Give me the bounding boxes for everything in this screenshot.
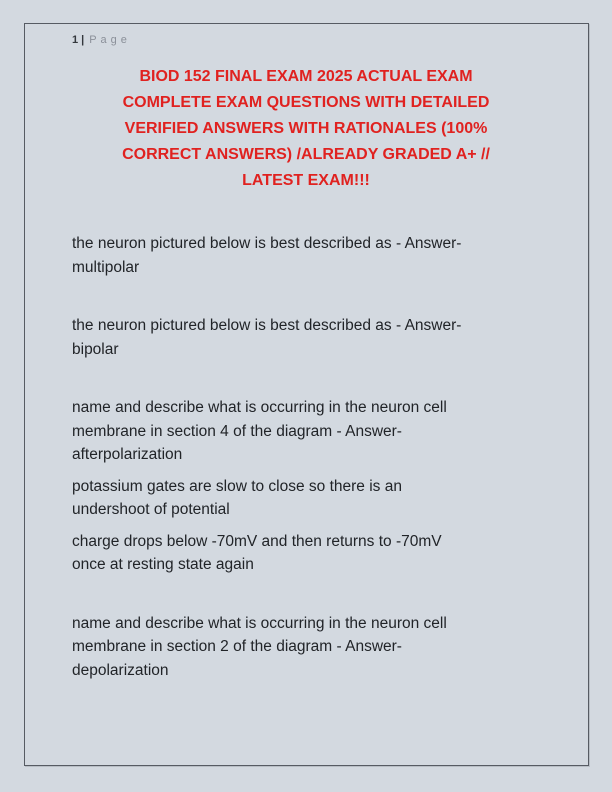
exam-title-line: VERIFIED ANSWERS WITH RATIONALES (100% bbox=[124, 120, 488, 137]
paragraph-line: membrane in section 4 of the diagram - Answer- bbox=[72, 422, 402, 440]
qa-paragraph-bipolar bbox=[72, 314, 540, 361]
paragraph-line: the neuron pictured below is best described as - Answer- bbox=[72, 235, 462, 252]
qa-paragraph-charge-drops bbox=[72, 530, 540, 577]
page-number: 1 bbox=[72, 34, 79, 46]
paragraph-line: once at resting state again bbox=[72, 556, 254, 573]
exam-title-line: LATEST EXAM!!! bbox=[242, 172, 370, 189]
paragraph-line: undershoot of potential bbox=[72, 501, 230, 518]
paragraph-line: multipolar bbox=[72, 258, 140, 276]
qa-paragraph-multipolar bbox=[72, 232, 540, 279]
exam-title-line: BIOD 152 FINAL EXAM 2025 ACTUAL EXAM bbox=[139, 68, 473, 85]
paragraph-line: bipolar bbox=[72, 340, 119, 358]
paragraph-line: name and describe what is occurring in the neuron cell bbox=[72, 614, 447, 632]
paragraph-line: potassium gates are slow to close so there is an bbox=[72, 477, 402, 495]
page-content bbox=[72, 0, 540, 690]
qa-paragraph-depolarization bbox=[72, 612, 540, 683]
paragraph-line: the neuron pictured below is best described as - Answer- bbox=[72, 317, 462, 334]
qa-paragraph-afterpolarization bbox=[72, 396, 540, 467]
paragraph-line: afterpolarization bbox=[72, 446, 183, 463]
paragraph-line: charge drops below -70mV and then returns to -70mV bbox=[72, 532, 442, 550]
exam-title-line: COMPLETE EXAM QUESTIONS WITH DETAILED bbox=[122, 94, 490, 111]
exam-title-line: CORRECT ANSWERS) /ALREADY GRADED A+ // bbox=[122, 146, 490, 163]
paragraph-line: depolarization bbox=[72, 661, 169, 679]
qa-paragraph-potassium-gates bbox=[72, 475, 540, 522]
paragraph-line: membrane in section 2 of the diagram - Answer- bbox=[72, 638, 402, 655]
paragraph-line: name and describe what is occurring in the neuron cell bbox=[72, 399, 447, 416]
exam-title bbox=[72, 64, 540, 194]
page-number-separator: | bbox=[81, 34, 85, 46]
page-label: Page bbox=[89, 34, 131, 46]
